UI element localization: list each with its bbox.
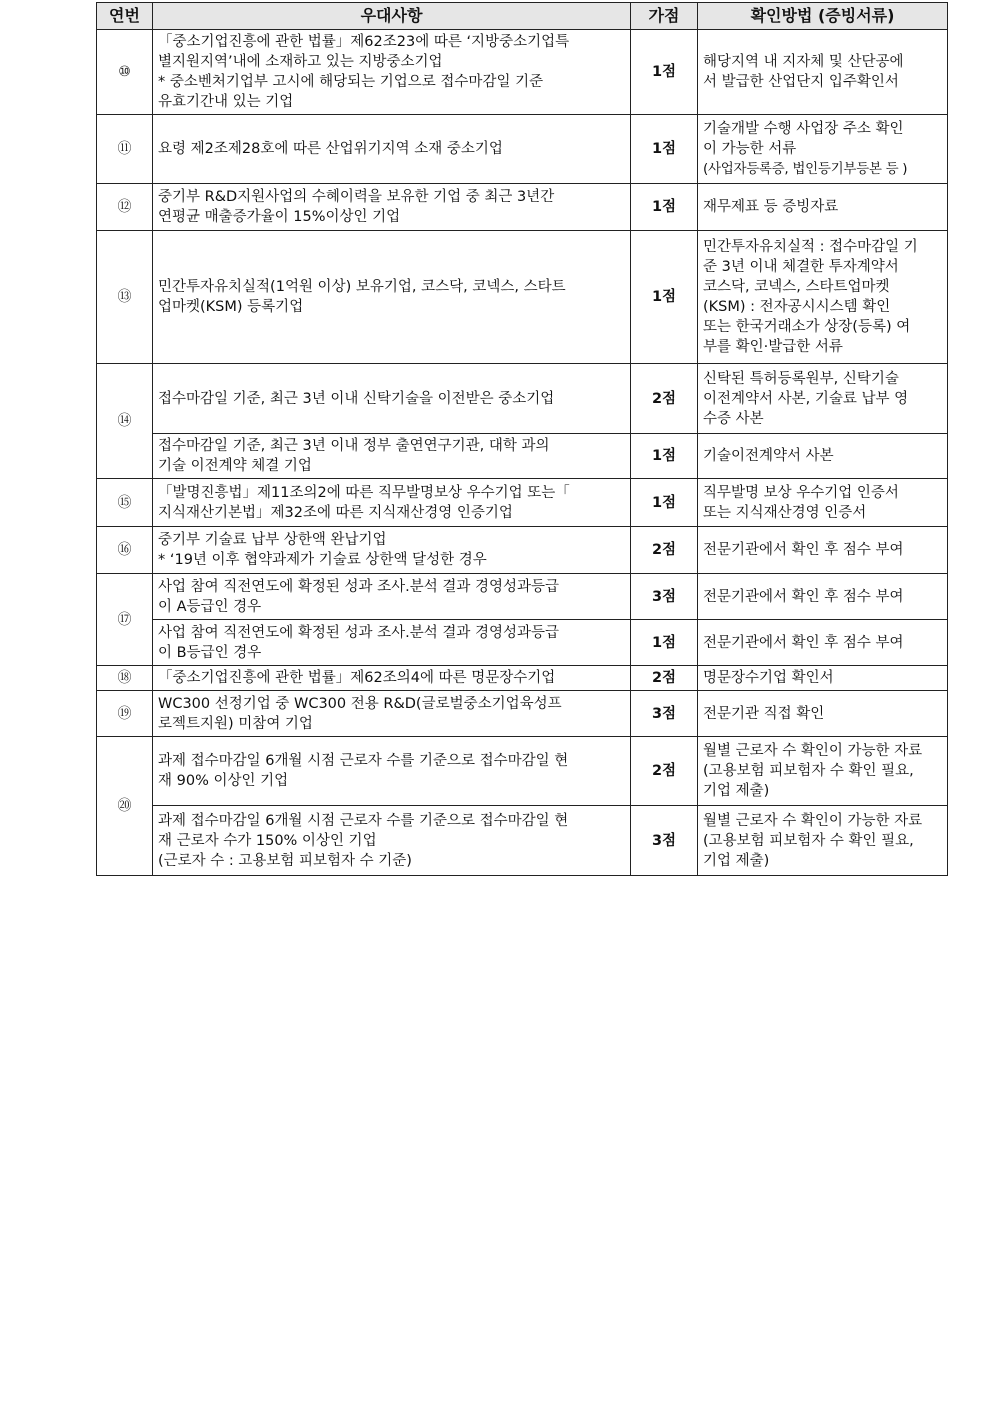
- evidence-line: 또는 한국거래소가 상장(등록) 여: [703, 319, 911, 335]
- evidence-line: 재무제표 등 증빙자료: [703, 199, 839, 215]
- row-number: ⑪: [97, 115, 153, 184]
- bonus-points: 2점: [631, 364, 698, 434]
- description-line: 사업 참여 직전연도에 확정된 성과 조사.분석 결과 경영성과등급: [158, 624, 560, 641]
- evidence-documents: [698, 806, 948, 876]
- description-line: 연평균 매출증가율이 15%이상인 기업: [158, 209, 401, 225]
- preference-description: [153, 115, 631, 184]
- evidence-documents: [698, 115, 948, 184]
- evidence-line: 전문기관에서 확인 후 점수 부여: [703, 588, 904, 605]
- preference-description: [153, 691, 631, 737]
- preference-description: [153, 737, 631, 806]
- header-evidence: 확인방법 (증빙서류): [698, 3, 948, 30]
- bonus-points: 3점: [631, 806, 698, 876]
- evidence-line: 기업 제출): [703, 783, 770, 799]
- bonus-points: 2점: [631, 527, 698, 574]
- evidence-documents: [698, 231, 948, 364]
- bonus-points: 1점: [631, 434, 698, 479]
- evidence-line: (KSM) : 전자공시시스템 확인: [703, 299, 891, 315]
- bonus-points: 3점: [631, 574, 698, 620]
- preference-description: [153, 574, 631, 620]
- table-row: [97, 231, 948, 364]
- evidence-line: 신탁된 특허등록원부, 신탁기술: [703, 370, 899, 387]
- evidence-line: 기술이전계약서 사본: [703, 448, 834, 464]
- bonus-points: 1점: [631, 184, 698, 231]
- description-line: 이 B등급인 경우: [158, 644, 262, 661]
- evidence-line: 전문기관에서 확인 후 점수 부여: [703, 542, 904, 558]
- description-line: 접수마감일 기준, 최근 3년 이내 신탁기술을 이전받은 중소기업: [158, 390, 555, 407]
- description-line: 이 A등급인 경우: [158, 598, 262, 615]
- row-number: ⑲: [97, 691, 153, 737]
- evidence-line: (고용보험 피보험자 수 확인 필요,: [703, 832, 914, 849]
- description-line: 지식재산기본법」제32조에 따른 지식재산경영 인증기업: [158, 504, 513, 521]
- evidence-line: 이전계약서 사본, 기술료 납부 영: [703, 390, 909, 407]
- description-line: 로젝트지원) 미참여 기업: [158, 715, 313, 732]
- bonus-points: 1점: [631, 231, 698, 364]
- description-line: 별지원지역’내에 소재하고 있는 지방중소기업: [158, 54, 443, 70]
- description-line: (근로자 수 : 고용보험 피보험자 수 기준): [158, 852, 412, 869]
- table-row: [97, 479, 948, 527]
- evidence-documents: [698, 30, 948, 115]
- table-row: [97, 434, 948, 479]
- evidence-line: 또는 지식재산경영 인증서: [703, 504, 867, 521]
- row-number: ⑬: [97, 231, 153, 364]
- preference-description: [153, 806, 631, 876]
- evidence-line: 기술개발 수행 사업장 주소 확인: [703, 121, 904, 137]
- preference-description: [153, 666, 631, 691]
- table-row: [97, 620, 948, 666]
- bonus-points: 3점: [631, 691, 698, 737]
- description-line: 재 근로자 수가 150% 이상인 기업: [158, 832, 377, 849]
- description-line: 과제 접수마감일 6개월 시점 근로자 수를 기준으로 접수마감일 현: [158, 812, 569, 829]
- evidence-line: (고용보험 피보험자 수 확인 필요,: [703, 763, 914, 779]
- preference-description: [153, 184, 631, 231]
- header-no: 연번: [97, 3, 153, 30]
- evidence-documents: [698, 364, 948, 434]
- bonus-points: 1점: [631, 115, 698, 184]
- bonus-points: 2점: [631, 737, 698, 806]
- table-row: [97, 30, 948, 115]
- table-row: [97, 691, 948, 737]
- evidence-line: 부를 확인·발급한 서류: [703, 339, 843, 355]
- evidence-line: 준 3년 이내 체결한 투자계약서: [703, 259, 899, 275]
- table-row: [97, 574, 948, 620]
- description-line: 요령 제2조제28호에 따른 산업위기지역 소재 중소기업: [158, 141, 503, 157]
- evidence-line: 이 가능한 서류: [703, 141, 797, 157]
- evidence-line: 월별 근로자 수 확인이 가능한 자료: [703, 812, 923, 829]
- evidence-line: 민간투자유치실적 : 접수마감일 기: [703, 239, 918, 255]
- table-row: [97, 737, 948, 806]
- table-body: [97, 30, 948, 876]
- evidence-line: 전문기관 직접 확인: [703, 705, 825, 722]
- preference-description: [153, 30, 631, 115]
- table-row: [97, 666, 948, 691]
- description-line: 사업 참여 직전연도에 확정된 성과 조사.분석 결과 경영성과등급: [158, 578, 560, 595]
- evidence-line: 해당지역 내 지자체 및 산단공에: [703, 54, 904, 70]
- evidence-line: 서 발급한 산업단지 입주확인서: [703, 74, 899, 90]
- evidence-documents: [698, 666, 948, 691]
- row-number: ⑰: [97, 574, 153, 666]
- preference-description: [153, 434, 631, 479]
- row-number: ⑫: [97, 184, 153, 231]
- row-number: ⑩: [97, 30, 153, 115]
- header-points: 가점: [631, 3, 698, 30]
- evidence-line: 코스닥, 코넥스, 스타트업마켓: [703, 279, 890, 295]
- description-line: 재 90% 이상인 기업: [158, 773, 289, 789]
- evidence-line: 기업 제출): [703, 852, 770, 869]
- evidence-line: 직무발명 보상 우수기업 인증서: [703, 484, 899, 501]
- table-row: [97, 806, 948, 876]
- evidence-documents: [698, 737, 948, 806]
- bonus-points: 1점: [631, 479, 698, 527]
- description-line: * 중소벤처기업부 고시에 해당되는 기업으로 접수마감일 기준: [158, 74, 544, 90]
- preference-description: [153, 479, 631, 527]
- table-row: [97, 115, 948, 184]
- description-line: 업마켓(KSM) 등록기업: [158, 299, 304, 315]
- description-line: 접수마감일 기준, 최근 3년 이내 정부 출연연구기관, 대학 과의: [158, 438, 550, 454]
- row-number: ⑯: [97, 527, 153, 574]
- description-line: WC300 선정기업 중 WC300 전용 R&D(글로벌중소기업육성프: [158, 695, 562, 712]
- row-number: ⑱: [97, 666, 153, 691]
- evidence-line: 명문장수기업 확인서: [703, 670, 834, 686]
- table-row: [97, 364, 948, 434]
- row-number: ⑮: [97, 479, 153, 527]
- evidence-line: (사업자등록증, 법인등기부등본 등 ): [703, 161, 908, 177]
- row-number: ⑳: [97, 737, 153, 876]
- preference-description: [153, 620, 631, 666]
- description-line: 「중소기업진흥에 관한 법률」제62조23에 따른 ‘지방중소기업특: [158, 34, 570, 50]
- evidence-line: 전문기관에서 확인 후 점수 부여: [703, 634, 904, 651]
- preference-description: [153, 527, 631, 574]
- description-line: * ‘19년 이후 협약과제가 기술료 상한액 달성한 경우: [158, 552, 487, 568]
- description-line: 중기부 R&D지원사업의 수혜이력을 보유한 기업 중 최근 3년간: [158, 189, 555, 205]
- bonus-points: 1점: [631, 30, 698, 115]
- description-line: 과제 접수마감일 6개월 시점 근로자 수를 기준으로 접수마감일 현: [158, 753, 569, 769]
- header-row: [97, 3, 948, 30]
- bonus-points: 2점: [631, 666, 698, 691]
- evidence-line: 수증 사본: [703, 410, 764, 427]
- preference-description: [153, 231, 631, 364]
- evidence-documents: [698, 620, 948, 666]
- table-row: [97, 184, 948, 231]
- evidence-documents: [698, 527, 948, 574]
- evidence-documents: [698, 184, 948, 231]
- preference-table: [96, 2, 948, 876]
- evidence-documents: [698, 434, 948, 479]
- description-line: 민간투자유치실적(1억원 이상) 보유기업, 코스닥, 코넥스, 스타트: [158, 279, 566, 295]
- table-row: [97, 527, 948, 574]
- evidence-documents: [698, 479, 948, 527]
- evidence-documents: [698, 574, 948, 620]
- description-line: 기술 이전계약 체결 기업: [158, 458, 312, 474]
- description-line: 유효기간내 있는 기업: [158, 94, 294, 110]
- description-line: 「발명진흥법」제11조의2에 따른 직무발명보상 우수기업 또는「: [158, 484, 570, 501]
- header-preference: 우대사항: [153, 3, 631, 30]
- evidence-documents: [698, 691, 948, 737]
- preference-description: [153, 364, 631, 434]
- evidence-line: 월별 근로자 수 확인이 가능한 자료: [703, 743, 923, 759]
- row-number: ⑭: [97, 364, 153, 479]
- bonus-points: 1점: [631, 620, 698, 666]
- description-line: 중기부 기술료 납부 상한액 완납기업: [158, 532, 387, 548]
- description-line: 「중소기업진흥에 관한 법률」제62조의4에 따른 명문장수기업: [158, 670, 556, 686]
